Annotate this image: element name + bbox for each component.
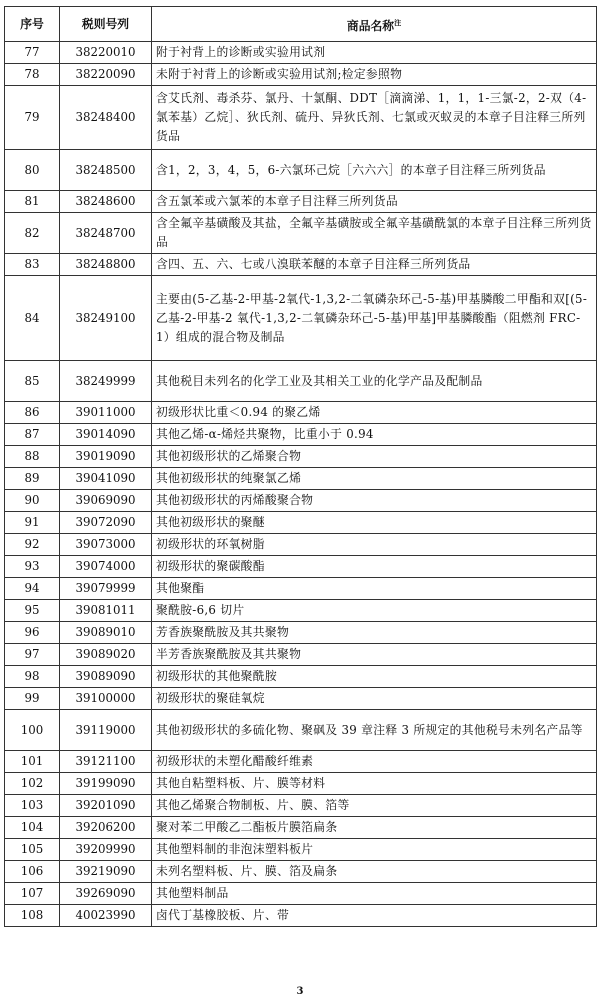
table-row	[5, 905, 597, 927]
row-seq: 80	[5, 150, 60, 191]
table-body	[5, 42, 597, 927]
row-seq: 85	[5, 361, 60, 402]
table-row	[5, 468, 597, 490]
row-code: 39079999	[60, 578, 152, 600]
row-code: 38249100	[60, 276, 152, 361]
table-row	[5, 556, 597, 578]
table-row	[5, 150, 597, 191]
row-name: 其他塑料制品	[152, 883, 597, 905]
row-code: 38248700	[60, 213, 152, 254]
row-name: 主要由(5-乙基-2-甲基-2氧代-1,3,2-二氧磷杂环己-5-基)甲基膦酸二甲酯和双[(5-乙基-2-甲基-2 氧代-1,3,2-二氧磷杂环己-5-基)甲基]甲基膦酸酯（阻燃剂 FRC-1）组成的混合物及制品	[152, 276, 597, 361]
row-code: 39100000	[60, 688, 152, 710]
page-number: 3	[296, 986, 304, 997]
row-code: 39089010	[60, 622, 152, 644]
table-row	[5, 361, 597, 402]
row-code: 39019090	[60, 446, 152, 468]
row-code: 39201090	[60, 795, 152, 817]
row-seq: 88	[5, 446, 60, 468]
table-row	[5, 688, 597, 710]
row-name: 其他初级形状的乙烯聚合物	[152, 446, 597, 468]
row-code: 38248600	[60, 191, 152, 213]
row-name: 其他乙烯聚合物制板、片、膜、箔等	[152, 795, 597, 817]
row-seq: 93	[5, 556, 60, 578]
row-seq: 83	[5, 254, 60, 276]
row-name: 其他初级形状的丙烯酸聚合物	[152, 490, 597, 512]
row-code: 38220010	[60, 42, 152, 64]
row-code: 39072090	[60, 512, 152, 534]
row-code: 39219090	[60, 861, 152, 883]
table-row	[5, 191, 597, 213]
row-name: 其他税目未列名的化学工业及其相关工业的化学产品及配制品	[152, 361, 597, 402]
row-code: 39206200	[60, 817, 152, 839]
row-name: 未列名塑料板、片、膜、箔及扁条	[152, 861, 597, 883]
table-row	[5, 773, 597, 795]
row-code: 39014090	[60, 424, 152, 446]
row-name: 其他初级形状的多硫化物、聚砜及 39 章注释 3 所规定的其他税号未列名产品等	[152, 710, 597, 751]
header-code: 税则号列	[60, 7, 152, 42]
row-code: 39074000	[60, 556, 152, 578]
table-row	[5, 578, 597, 600]
row-seq: 95	[5, 600, 60, 622]
row-seq: 97	[5, 644, 60, 666]
row-seq: 87	[5, 424, 60, 446]
row-name: 初级形状比重＜0.94 的聚乙烯	[152, 402, 597, 424]
row-seq: 103	[5, 795, 60, 817]
row-code: 38220090	[60, 64, 152, 86]
table-row	[5, 42, 597, 64]
table-row	[5, 64, 597, 86]
row-name: 聚酰胺-6,6 切片	[152, 600, 597, 622]
row-seq: 89	[5, 468, 60, 490]
row-seq: 78	[5, 64, 60, 86]
row-code: 39069090	[60, 490, 152, 512]
row-name: 初级形状的聚碳酸酯	[152, 556, 597, 578]
row-code: 40023990	[60, 905, 152, 927]
table-row	[5, 710, 597, 751]
row-seq: 94	[5, 578, 60, 600]
row-seq: 104	[5, 817, 60, 839]
row-name: 含1，2，3，4，5，6-六氯环己烷［六六六］的本章子目注释三所列货品	[152, 150, 597, 191]
row-seq: 108	[5, 905, 60, 927]
table-row	[5, 751, 597, 773]
table-row	[5, 490, 597, 512]
row-code: 39081011	[60, 600, 152, 622]
row-code: 39121100	[60, 751, 152, 773]
row-code: 38249999	[60, 361, 152, 402]
row-code: 39073000	[60, 534, 152, 556]
table-row	[5, 424, 597, 446]
row-seq: 82	[5, 213, 60, 254]
row-name: 初级形状的其他聚酰胺	[152, 666, 597, 688]
row-name: 其他乙烯-α-烯烃共聚物，比重小于 0.94	[152, 424, 597, 446]
row-seq: 91	[5, 512, 60, 534]
table-row	[5, 861, 597, 883]
table-row	[5, 254, 597, 276]
row-name: 初级形状的环氧树脂	[152, 534, 597, 556]
table-row	[5, 883, 597, 905]
row-seq: 79	[5, 86, 60, 150]
table-row	[5, 534, 597, 556]
row-seq: 99	[5, 688, 60, 710]
table-row	[5, 795, 597, 817]
row-code: 38248400	[60, 86, 152, 150]
row-seq: 81	[5, 191, 60, 213]
row-name: 其他自粘塑料板、片、膜等材料	[152, 773, 597, 795]
commodity-table	[4, 6, 597, 927]
row-name: 其他聚酯	[152, 578, 597, 600]
row-name: 其他初级形状的纯聚氯乙烯	[152, 468, 597, 490]
row-code: 38248500	[60, 150, 152, 191]
table-row	[5, 446, 597, 468]
row-name: 其他初级形状的聚醚	[152, 512, 597, 534]
row-seq: 102	[5, 773, 60, 795]
table-row	[5, 213, 597, 254]
table-row	[5, 402, 597, 424]
table-row	[5, 839, 597, 861]
row-seq: 100	[5, 710, 60, 751]
row-name: 卤代丁基橡胶板、片、带	[152, 905, 597, 927]
row-seq: 105	[5, 839, 60, 861]
row-code: 39041090	[60, 468, 152, 490]
header-seq: 序号	[5, 7, 60, 42]
table-row	[5, 644, 597, 666]
header-name-note: 注	[394, 17, 402, 27]
row-seq: 101	[5, 751, 60, 773]
row-seq: 86	[5, 402, 60, 424]
row-seq: 96	[5, 622, 60, 644]
row-code: 39209990	[60, 839, 152, 861]
header-name	[152, 7, 597, 42]
table-row	[5, 666, 597, 688]
row-code: 39119000	[60, 710, 152, 751]
row-name: 含全氟辛基磺酸及其盐，全氟辛基磺胺或全氟辛基磺酰氯的本章子目注释三所列货品	[152, 213, 597, 254]
row-code: 39089090	[60, 666, 152, 688]
row-seq: 90	[5, 490, 60, 512]
row-code: 39011000	[60, 402, 152, 424]
table-row	[5, 512, 597, 534]
row-name: 含艾氏剂、毒杀芬、氯丹、十氯酮、DDT［滴滴涕、1，1，1-三氯-2，2-双（4-氯苯基）乙烷］、狄氏剂、硫丹、异狄氏剂、七氯或灭蚁灵的本章子目注释三所列货品	[152, 86, 597, 150]
row-name: 含四、五、六、七或八溴联苯醚的本章子目注释三所列货品	[152, 254, 597, 276]
table-row	[5, 86, 597, 150]
row-seq: 84	[5, 276, 60, 361]
row-seq: 77	[5, 42, 60, 64]
row-seq: 106	[5, 861, 60, 883]
row-name: 半芳香族聚酰胺及其共聚物	[152, 644, 597, 666]
row-name: 附于衬背上的诊断或实验用试剂	[152, 42, 597, 64]
row-code: 39089020	[60, 644, 152, 666]
table-row	[5, 817, 597, 839]
table-row	[5, 276, 597, 361]
row-seq: 92	[5, 534, 60, 556]
row-name: 含五氯苯或六氯苯的本章子目注释三所列货品	[152, 191, 597, 213]
row-code: 38248800	[60, 254, 152, 276]
row-code: 39199090	[60, 773, 152, 795]
table-row	[5, 622, 597, 644]
row-seq: 98	[5, 666, 60, 688]
table-header-row	[5, 7, 597, 42]
header-name-label: 商品名称	[346, 18, 395, 33]
row-name: 芳香族聚酰胺及其共聚物	[152, 622, 597, 644]
row-seq: 107	[5, 883, 60, 905]
row-name: 聚对苯二甲酸乙二酯板片膜箔扁条	[152, 817, 597, 839]
table-row	[5, 600, 597, 622]
row-code: 39269090	[60, 883, 152, 905]
row-name: 初级形状的未塑化醋酸纤维素	[152, 751, 597, 773]
row-name: 其他塑料制的非泡沫塑料板片	[152, 839, 597, 861]
row-name: 未附于衬背上的诊断或实验用试剂;检定参照物	[152, 64, 597, 86]
row-name: 初级形状的聚硅氧烷	[152, 688, 597, 710]
